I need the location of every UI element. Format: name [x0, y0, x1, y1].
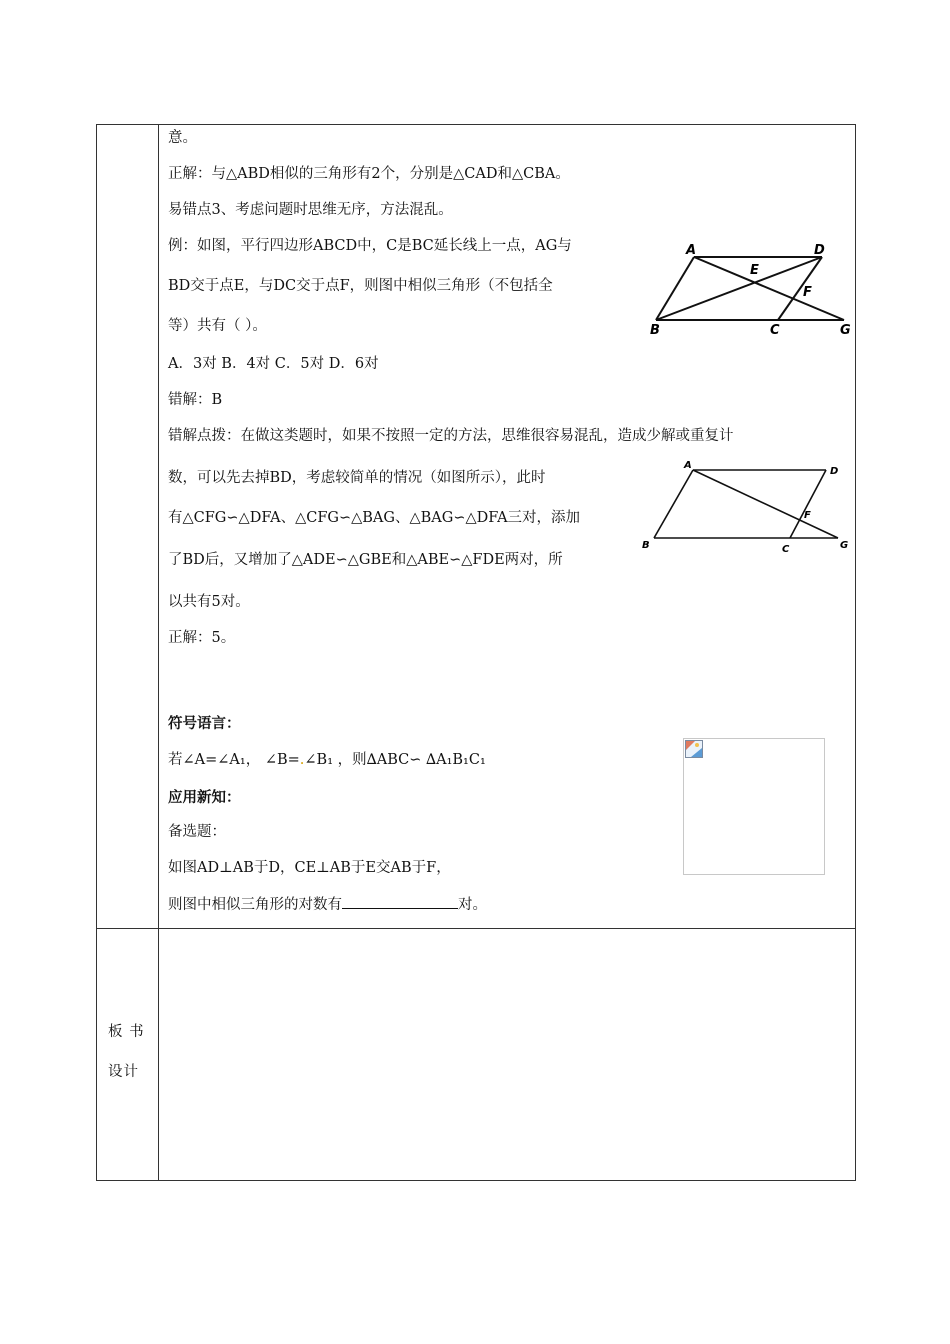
fig1-label-f: F: [803, 285, 812, 300]
question-tail: 对。: [458, 897, 487, 913]
side-label-1: 板 书: [108, 1024, 145, 1040]
section-heading-apply: 应用新知：: [168, 790, 241, 806]
fig2-label-b: B: [642, 540, 650, 551]
text-line-9: [168, 426, 734, 446]
fig1-label-g: G: [840, 323, 851, 338]
correct-answer: 正解：5。: [168, 630, 236, 646]
fig1-label-e: E: [750, 263, 759, 278]
answer-options: A．3对 B．4对 C．5对 D．6对: [168, 356, 379, 372]
text-line-20: [168, 894, 487, 915]
text-line-18: 备选题：: [168, 824, 226, 840]
fig1-label-a: A: [686, 243, 697, 258]
broken-image-placeholder: [683, 738, 825, 875]
text-line-12: [168, 550, 563, 570]
question-text: 则图中相似三角形的对数有: [168, 897, 342, 913]
answer-blank: [342, 894, 458, 909]
fig2-label-c: C: [782, 544, 790, 554]
text-line-4: 例：如图，平行四边形ABCD中，C是BC延长线上一点，AG与: [168, 238, 572, 254]
symbol-statement-a: 若∠A=∠A₁， ∠B=: [168, 752, 300, 768]
text-line-10: 数，可以先去掉BD，考虑较简单的情况（如图所示），此时: [168, 470, 546, 486]
text-line-1: 意。: [168, 130, 197, 146]
hint-text: ：在做这类题时，如果不按照一定的方法，思维很容易混乱，造成少解或重复计: [226, 428, 734, 444]
fig1-label-c: C: [770, 323, 780, 338]
broken-image-icon: [685, 740, 703, 758]
text-line-11: 有△CFG∽△DFA、△CFG∽△BAG、△BAG∽△DFA三对，添加: [168, 510, 581, 526]
side-label-2: 设计: [108, 1064, 139, 1080]
text-line-13: 以共有5对。: [168, 594, 250, 610]
symbol-statement-b: ∠B₁ ，则∆ABC∽ ∆A₁B₁C₁: [304, 752, 486, 768]
figure-parallelogram-2: [638, 458, 852, 554]
text-line-19: 如图AD⊥AB于D，CE⊥AB于E交AB于F，: [168, 860, 451, 876]
text-line-6: 等）共有（ ）。: [168, 318, 267, 334]
text-line-5: BD交于点E，与DC交于点F，则图中相似三角形（不包括全: [168, 278, 553, 294]
hint-label: 错解点拨: [168, 428, 226, 444]
text-line-3: 易错点3、考虑问题时思维无序，方法混乱。: [168, 202, 453, 218]
row-divider: [97, 928, 855, 929]
column-divider: [158, 125, 159, 1180]
text-line-12b: BE和△ABE∽△FDE两对，所: [370, 552, 563, 568]
fig1-label-b: B: [650, 323, 660, 338]
fig2-label-a: A: [684, 460, 692, 471]
fig1-label-d: D: [814, 243, 825, 258]
text-line-2: 正解：与△ABD相似的三角形有2个，分别是△CAD和△CBA。: [168, 166, 570, 182]
symbol-statement: [168, 750, 486, 770]
text-line-12a: 了BD后，又增加了△ADE∽△G: [168, 552, 371, 568]
text-marker: .: [299, 752, 305, 768]
section-heading-symbol: 符号语言：: [168, 716, 241, 732]
figure-parallelogram-1: [646, 238, 852, 338]
wrong-answer: 错解：B: [168, 392, 223, 408]
fig2-label-f: F: [804, 510, 811, 521]
fig2-label-d: D: [830, 466, 839, 477]
fig2-label-g: G: [840, 540, 849, 551]
